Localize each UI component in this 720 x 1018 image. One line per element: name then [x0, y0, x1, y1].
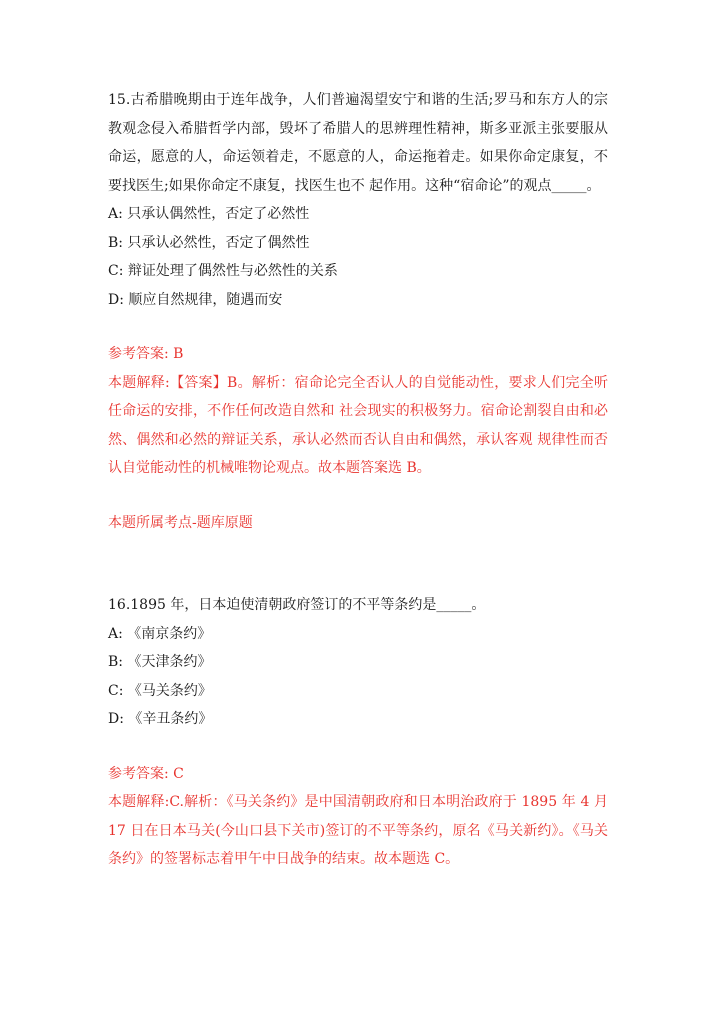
question-15-option-c: C: 辩证处理了偶然性与必然性的关系 [108, 263, 338, 279]
question-16-option-c: C: 《马关条约》 [108, 682, 212, 699]
question-15-answer: 参考答案: B [108, 346, 184, 362]
question-15-explanation: 本题解释:【答案】B。解析：宿命论完全否认人的自觉能动性，要求人们完全听任命运的安排，不作任何改造自然和 社会现实的积极努力。宿命论割裂自由和必然、偶然和必然的辩证关系，承认必然而否认自由和偶然，承认客观 规律性而否认自觉能动性的机械唯物论观点。故本题答案选 B。 [108, 374, 608, 476]
question-15-text: 15.古希腊晚期由于连年战争，人们普遍渴望安宁和谐的生活;罗马和东方人的宗教观念侵入希腊哲学内部，毁坏了希腊人的思辨理性精神，斯多亚派主张要服从命运，愿意的人，命运领着走，不愿意的人，命运拖着走。如果你命定康复，不要找医生;如果你命定不康复，找医生也不 起作用。这种“宿命论”的观点_____。 [108, 92, 608, 194]
question-15-option-a: A: 只承认偶然性，否定了必然性 [108, 206, 310, 222]
question-16-option-a: A: 《南京条约》 [108, 625, 212, 642]
question-15-option-b: B: 只承认必然性，否定了偶然性 [108, 234, 310, 251]
question-16-option-b: B: 《天津条约》 [108, 654, 212, 670]
question-15-tag: 本题所属考点-题库原题 [108, 514, 253, 531]
question-16-answer: 参考答案: C [108, 765, 184, 782]
question-16-explanation: 本题解释:C.解析：《马关条约》是中国清朝政府和日本明治政府于 1895 年 4 月 17 日在日本马关(今山口县下关市)签订的不平等条约，原名《马关新约》。《马关条约》的签署标志着甲午中日战争的结束。故本题选 C。 [108, 794, 608, 867]
question-16-text: 16.1895 年，日本迫使清朝政府签订的不平等条约是_____。 [108, 597, 486, 613]
document-page [108, 86, 608, 874]
question-16-option-d: D: 《辛丑条约》 [108, 711, 213, 727]
question-15-option-d: D: 顺应自然规律，随遇而安 [108, 291, 283, 308]
